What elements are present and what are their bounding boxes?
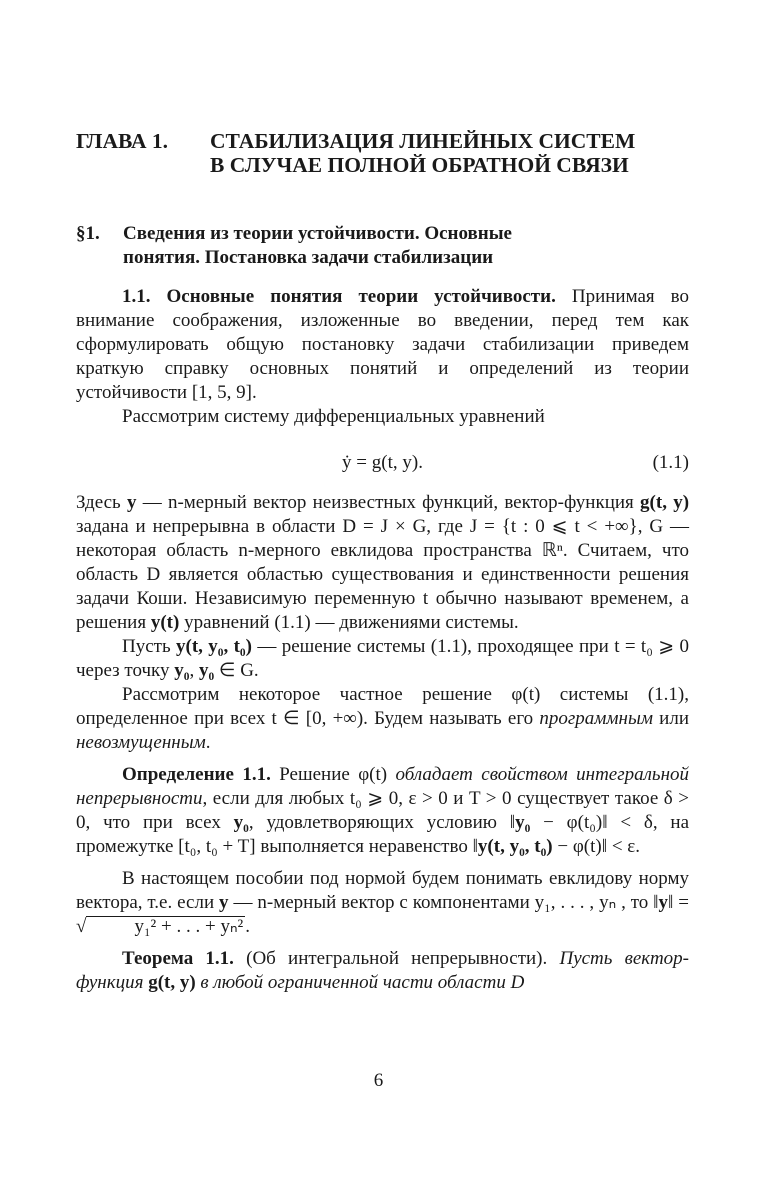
text-run: − φ(t)‖ < ε. xyxy=(552,836,641,857)
text-run: , удовлетворяющих условию ‖ xyxy=(248,812,516,833)
paragraph-definitions xyxy=(76,491,689,635)
math-y0: y₀ xyxy=(233,812,249,833)
paragraph-basic-concepts xyxy=(76,285,689,405)
text-run: Рассмотрим некоторое частное решение φ(t) системы (1.1), определенное при всех t ∈ [0, +∞). Будем называть его xyxy=(76,684,689,729)
paragraph-text: Принимая во внимание соображения, изложенные во введении, перед тем как сформулировать общую постановку задачи стабилизации приведем краткую справку основных понятий и определений из теории устойчивости [1, 5, 9]. xyxy=(76,286,689,403)
paragraph-euclidean-norm xyxy=(76,867,689,939)
text-run: ∈ G. xyxy=(214,660,259,681)
math-vector-y: y xyxy=(219,892,229,913)
text-run: Здесь xyxy=(76,492,121,513)
text-run: , xyxy=(189,660,195,681)
math-vector-y: y xyxy=(658,892,669,913)
subsection-heading: 1.1. Основные понятия теории устойчивости. xyxy=(122,286,556,307)
math-y0: y₀ xyxy=(515,812,531,833)
text-run: — n-мерный вектор с компонентами y₁, . . . , yₙ , то ‖ xyxy=(228,892,659,913)
math-y-t: y(t) xyxy=(150,612,180,633)
equation-number: (1.1) xyxy=(652,452,689,473)
paragraph-consider-system xyxy=(76,405,689,429)
term-integral-continuity: обладает свойством интегральной непрерывности xyxy=(76,764,689,809)
math-y-t-y0-t0: y(t, y₀, t₀) xyxy=(477,836,553,857)
theorem-label: Теорема 1.1. xyxy=(122,948,234,969)
paragraph-solution-y xyxy=(76,635,689,683)
paragraph-text: Рассмотрим систему дифференциальных уравнений xyxy=(122,406,545,427)
equation-1-1 xyxy=(76,439,689,487)
text-run: или xyxy=(652,708,689,729)
math-y0: y₀ xyxy=(198,660,215,681)
math-y0: y₀ xyxy=(174,660,190,681)
math-y-t-y0-t0: y(t, y₀, t₀) xyxy=(176,636,252,657)
section-title-line2: понятия. Постановка задачи стабилизации xyxy=(123,247,494,268)
chapter-title-line1: СТАБИЛИЗАЦИЯ ЛИНЕЙНЫХ СИСТЕМ xyxy=(210,129,636,153)
paragraph-program-solution xyxy=(76,683,689,755)
chapter-title-line2: В СЛУЧАЕ ПОЛНОЙ ОБРАТНОЙ СВЯЗИ xyxy=(210,153,629,177)
body-text xyxy=(76,285,689,995)
text-run: ‖ = √ xyxy=(76,892,689,937)
sqrt-radicand: y₁² + . . . + yₙ² xyxy=(86,916,245,937)
section-title-line1: Сведения из теории устойчивости. Основные xyxy=(123,223,512,244)
text-run: уравнений (1.1) — движениями системы. xyxy=(179,612,519,633)
text-run: , если для любых t₀ ⩾ 0, ε > 0 и T > 0 существует такое δ > 0, что при всех xyxy=(76,788,689,833)
chapter-label: ГЛАВА 1. xyxy=(76,129,168,153)
term-programmed: программным xyxy=(539,708,653,729)
text-run: — n-мерный вектор неизвестных функций, вектор-функция xyxy=(136,492,634,513)
theorem-text: в любой ограниченной части области D xyxy=(195,972,525,993)
text-run: . xyxy=(245,916,250,937)
page-number: 6 xyxy=(373,1070,384,1091)
theorem-1-1 xyxy=(76,947,689,995)
text-run: Решение φ(t) xyxy=(270,764,396,785)
math-g-ty: g(t, y) xyxy=(148,972,196,993)
text-run: (Об интегральной непрерывности). xyxy=(233,948,560,969)
definition-1-1 xyxy=(76,763,689,859)
text-run: Пусть xyxy=(122,636,171,657)
math-vector-y: y xyxy=(126,492,137,513)
text-run: — решение системы (1.1), проходящее при t = t₀ ⩾ 0 через точку xyxy=(76,636,690,681)
theorem-text: Пусть вектор-функция xyxy=(76,948,689,993)
term-unperturbed: невозмущенным xyxy=(76,732,206,753)
definition-label: Определение 1.1. xyxy=(122,764,271,785)
equation-formula: ẏ = g(t, y). xyxy=(342,452,423,473)
text-run: В настоящем пособии под нормой будем понимать евклидову норму вектора, т.е. если xyxy=(76,868,689,913)
text-run: задана и непрерывна в области D = J × G, где J = {t : 0 ⩽ t < +∞}, G — некоторая область n-мерного евклидова пространства ℝⁿ. Считаем, что область D является областью существования и единственности решения задачи Коши. Независимую переменную t обычно называют временем, а решения xyxy=(76,516,689,633)
math-g-ty: g(t, y) xyxy=(640,492,690,513)
text-run: − φ(t₀)‖ < δ, на промежутке [t₀, t₀ + T] выполняется неравенство ‖ xyxy=(76,812,690,857)
text-run: . xyxy=(205,732,211,753)
section-number: §1. xyxy=(76,223,100,244)
